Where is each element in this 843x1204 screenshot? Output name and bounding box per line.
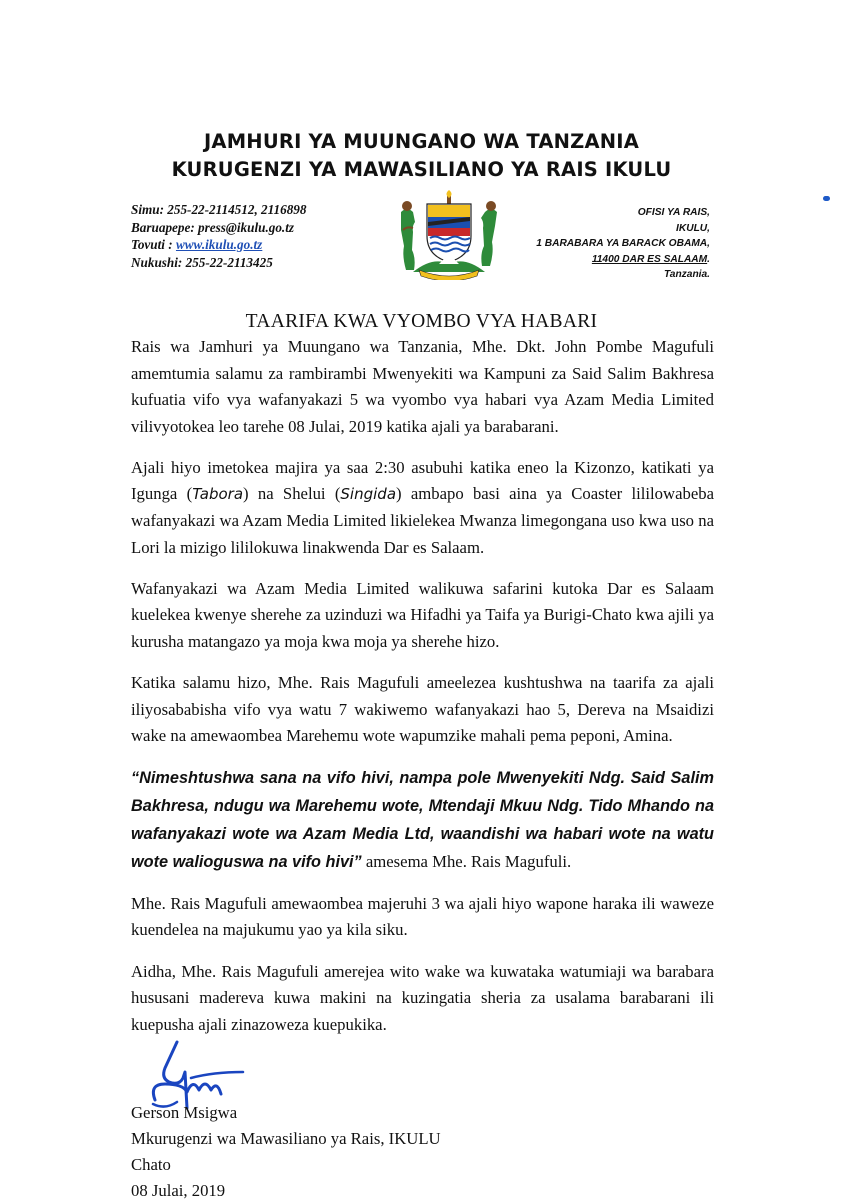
office-line-4-tail: . bbox=[707, 253, 710, 265]
signer-role: Mkurugenzi wa Mawasiliano ya Rais, IKULU bbox=[131, 1129, 441, 1148]
press-release-body bbox=[131, 334, 714, 1053]
header-line-1: JAMHURI YA MUUNGANO WA TANZANIA bbox=[203, 130, 640, 153]
paragraph-2-part-e: ) ambapo basi aina ya Coaster lililowabeba wafanyakazi wa Azam Media Limited likielekea Mwanza limegongana uso kwa uso na Lori la mizigo lililokuwa linakwenda Dar es Salaam. bbox=[131, 484, 714, 557]
quote-attribution: amesema Mhe. Rais Magufuli. bbox=[361, 852, 572, 872]
phone-line: Simu: 255-22-2114512, 2116898 bbox=[131, 202, 307, 217]
place-singida: Singida bbox=[340, 485, 397, 504]
signer-name: Gerson Msigwa bbox=[131, 1103, 238, 1122]
postal-code-city: 11400 DAR ES SALAAM bbox=[591, 253, 708, 265]
paragraph-2-part-c: ) na Shelui ( bbox=[243, 484, 341, 504]
website-line bbox=[131, 236, 306, 254]
paragraph-1: Rais wa Jamhuri ya Muungano wa Tanzania, Mhe. Dkt. John Pombe Magufuli amemtumia salamu za rambirambi Mwenyekiti wa Kampuni za Said Salim Bakhresa kufuatia vifo vya wafanyakazi 5 wa vyombo vya habari vya Azam Media Limited vilivyotokea leo tarehe 08 Julai, 2019 katika ajali ya barabarani. bbox=[131, 337, 714, 436]
paragraph-5-quote bbox=[131, 764, 714, 876]
website-link[interactable]: www.ikulu.go.tz bbox=[175, 237, 263, 252]
paragraph-2 bbox=[131, 455, 714, 561]
signing-date: 08 Julai, 2019 bbox=[131, 1181, 226, 1200]
office-line-1: OFISI YA RAIS, bbox=[637, 207, 710, 218]
office-line-2: IKULU, bbox=[676, 222, 710, 234]
office-line-3: 1 BARABARA YA BARACK OBAMA, bbox=[536, 238, 710, 249]
tanzania-coat-of-arms-icon bbox=[393, 190, 505, 280]
place-tabora: Tabora bbox=[192, 485, 244, 504]
paragraph-2-part-a: Ajali hiyo imetokea majira ya saa 2:30 asubuhi katika eneo la Kizonzo, katikati ya Igunga ( bbox=[131, 457, 714, 504]
signing-place: Chato bbox=[131, 1155, 171, 1174]
blue-mark bbox=[823, 196, 830, 201]
fax-line: Nukushi: 255-22-2113425 bbox=[131, 254, 273, 270]
paragraph-4: Katika salamu hizo, Mhe. Rais Magufuli ameelezea kushtushwa na taarifa za ajali iliyosababisha vifo vya watu 7 wakiwemo wafanyakazi hao 5, Dereva na Msaidizi wake na amewaombea Marehemu wote wapumzike mahali pema peponi, Amina. bbox=[131, 673, 714, 746]
paragraph-7: Aidha, Mhe. Rais Magufuli amerejea wito wake wa kuwataka watumiaji wa barabara hususani madereva kuwa makini na kuzingatia sheria za usalama barabarani ili kuepusha ajali zinazoweza kuepukika. bbox=[131, 961, 714, 1034]
office-line-4 bbox=[536, 252, 710, 268]
office-address-block bbox=[536, 205, 710, 283]
document-title: TAARIFA KWA VYOMBO VYA HABARI bbox=[245, 311, 598, 332]
email-line: Baruapepe: press@ikulu.go.tz bbox=[131, 219, 295, 235]
office-line-5: Tanzania. bbox=[663, 269, 710, 280]
contact-block bbox=[131, 201, 306, 271]
header-line-2: KURUGENZI YA MAWASILIANO YA RAIS IKULU bbox=[171, 158, 672, 181]
signature-block bbox=[131, 1100, 441, 1204]
website-label: Tovuti : bbox=[131, 237, 176, 252]
president-quote: “Nimeshtushwa sana na vifo hivi, nampa pole Mwenyekiti Ndg. Said Salim Bakhresa, ndugu wa Marehemu wote, Mtendaji Mkuu Ndg. Tido Mhando na wafanyakazi wote wa Azam Media Ltd, waandishi wa habari wote na watu wote walioguswa na vifo hivi” bbox=[131, 769, 714, 872]
paragraph-6: Mhe. Rais Magufuli amewaombea majeruhi 3 wa ajali hiyo wapone haraka ili waweze kuendelea na majukumu yao ya kila siku. bbox=[131, 893, 714, 940]
paragraph-3: Wafanyakazi wa Azam Media Limited walikuwa safarini kutoka Dar es Salaam kuelekea kwenye sherehe za uzinduzi wa Hifadhi ya Taifa ya Burigi-Chato kwa ajili ya kurusha matangazo ya moja kwa moja ya sherehe hizo. bbox=[131, 578, 714, 651]
